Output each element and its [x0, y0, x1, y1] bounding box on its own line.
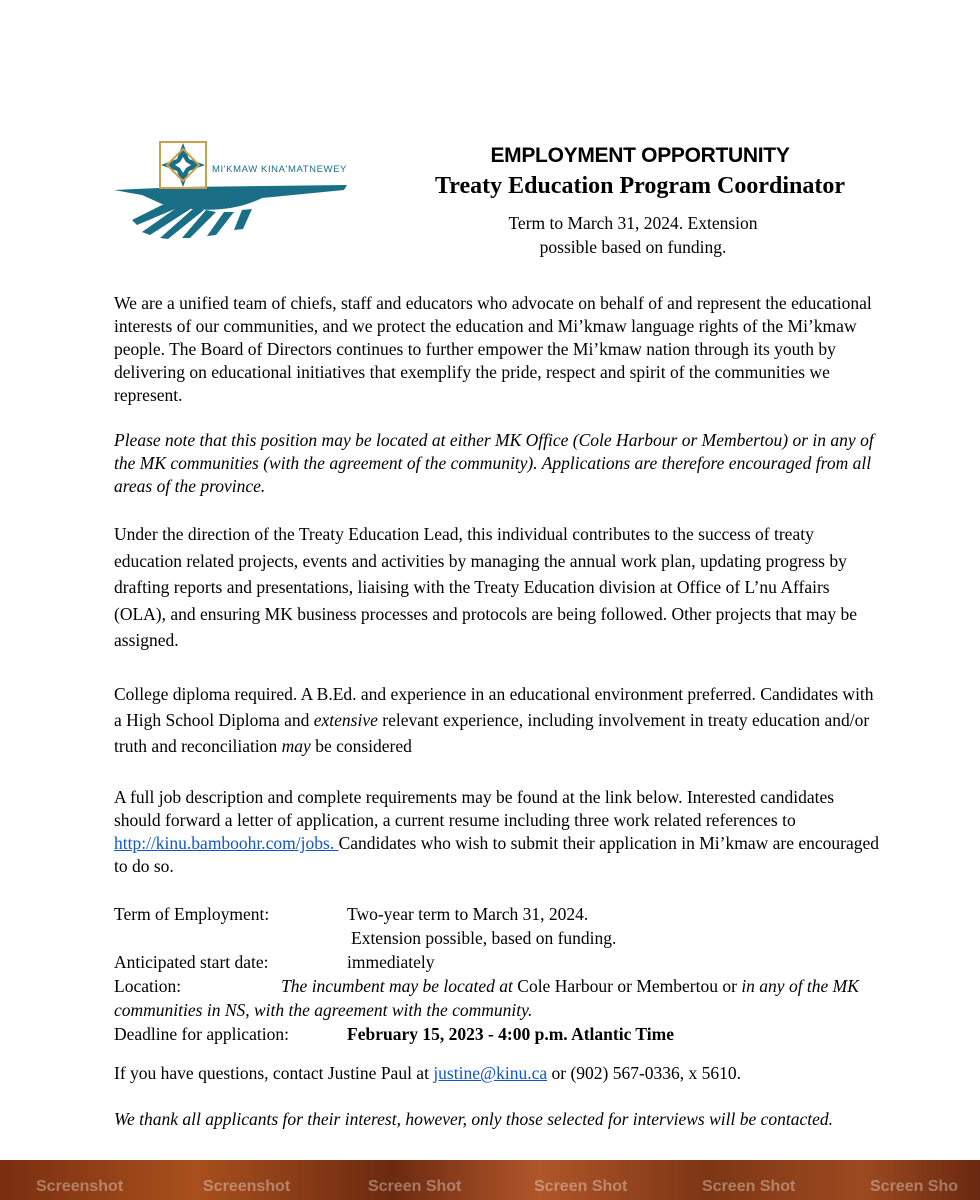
job-title-heading: Treaty Education Program Coordinator — [435, 173, 845, 199]
qualifications-emphasis-extensive: extensive — [313, 710, 378, 730]
application-text-b: Candidates who wish to submit their application in Mi’kmaw are encouraged to do so. — [114, 833, 880, 876]
contact-email-link[interactable]: justine@kinu.ca — [433, 1063, 548, 1083]
term-value: Two-year term to March 31, 2024. — [347, 904, 589, 924]
location-note-paragraph: Please note that this position may be located at either MK Office (Cole Harbour or Membertou) or in any of the MK communities (with the agreement of the community). Applications are therefore encouraged from all areas of the province. — [114, 430, 874, 496]
start-date-label: Anticipated start date: — [114, 952, 269, 972]
qualifications-text-b: relevant experience, including involvement in treaty education and/or truth and reconciliation — [114, 710, 870, 756]
qualifications-paragraph — [114, 681, 884, 759]
location-text: Cole Harbour or Membertou or — [512, 976, 742, 996]
watermark-text: Screenshot — [36, 1178, 124, 1195]
deadline-value: February 15, 2023 - 4:00 p.m. Atlantic Time — [347, 1024, 674, 1044]
term-row-continued — [114, 926, 884, 950]
term-value-extension: Extension possible, based on funding. — [351, 928, 617, 948]
role-description-paragraph: Under the direction of the Treaty Education Lead, this individual contributes to the success of treaty education related projects, events and activities by managing the annual work plan, updating progress by drafting reports and presentations, liaising with the Treaty Education division at Office of L’nu Affairs (OLA), and ensuring MK business processes and protocols are being followed. Other projects that may be assigned. — [114, 524, 858, 650]
thank-you-paragraph: We thank all applicants for their interest, however, only those selected for interviews will be contacted. — [114, 1109, 833, 1129]
location-emphasis-a: The incumbent may be located at — [281, 976, 513, 996]
bamboohr-jobs-link[interactable]: http://kinu.bamboohr.com/jobs. — [114, 833, 339, 853]
term-label: Term of Employment: — [114, 904, 270, 924]
location-label: Location: — [114, 976, 182, 996]
qualifications-text-c: be considered — [310, 736, 412, 756]
employment-details — [114, 902, 884, 1046]
location-emphasis-b: in any of the MK communities in NS, with the agreement with the community. — [114, 976, 859, 1020]
term-note-line2: possible based on funding. — [539, 237, 727, 257]
about-paragraph: We are a unified team of chiefs, staff and educators who advocate on behalf of and represent the educational interests of our communities, and we protect the education and Mi’kmaw language rights of the Mi’kmaw people. The Board of Directors continues to further empower the Mi’kmaw nation through its youth by delivering on educational initiatives that exemplify the pride, respect and spirit of the communities we represent. — [114, 293, 872, 405]
watermark-text: Screen Shot — [534, 1178, 628, 1195]
watermark-text: Screen Shot — [368, 1178, 462, 1195]
term-row — [114, 902, 884, 926]
mikmaw-kinamatnewey-logo-icon — [112, 140, 362, 240]
logo-text: MI'KMAW KINA'MATNEWEY — [212, 164, 347, 175]
application-text-a: A full job description and complete requirements may be found at the link below. Interested candidates should forward a letter of application, a current resume including three work related references to — [114, 787, 835, 830]
watermark-text: Screen Sho — [870, 1178, 959, 1195]
term-note-line1: Term to March 31, 2024. Extension — [508, 213, 758, 233]
application-paragraph — [114, 786, 884, 878]
qualifications-emphasis-may: may — [281, 736, 311, 756]
deadline-label: Deadline for application: — [114, 1024, 289, 1044]
watermark-text: Screenshot — [203, 1178, 291, 1195]
qualifications-text-a: College diploma required. A B.Ed. and experience in an educational environment preferred. Candidates with a High School Diploma and — [114, 684, 874, 730]
watermark-text: Screen Shot — [702, 1178, 796, 1195]
bottom-watermark-strip — [0, 1160, 980, 1200]
employment-opportunity-heading: EMPLOYMENT OPPORTUNITY — [490, 144, 790, 167]
start-date-row — [114, 950, 884, 974]
deadline-row — [114, 1022, 884, 1046]
contact-text-a: If you have questions, contact Justine Paul at — [114, 1063, 434, 1083]
term-note — [470, 211, 796, 259]
contact-paragraph — [114, 1062, 884, 1085]
start-date-value: immediately — [347, 952, 435, 972]
contact-text-b: or (902) 567-0336, x 5610. — [547, 1063, 742, 1083]
location-row — [114, 974, 884, 1022]
